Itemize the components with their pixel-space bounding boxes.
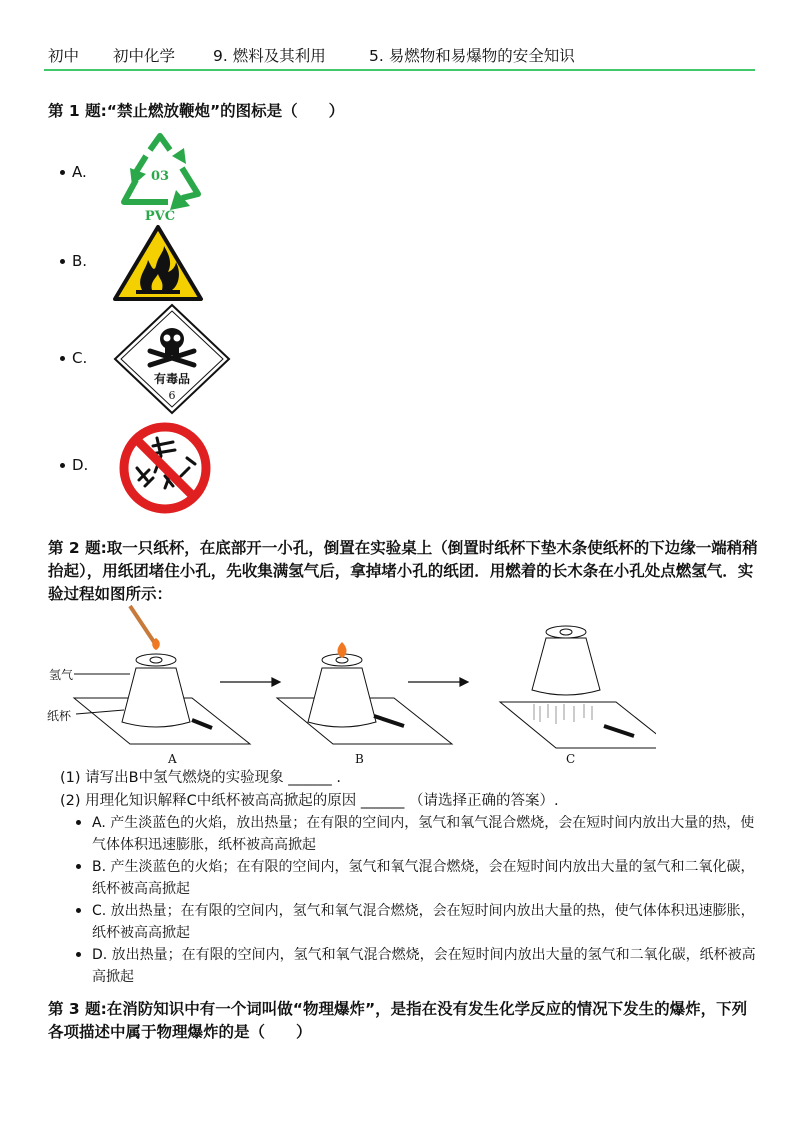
figure-b-label: B — [355, 752, 364, 766]
q2-choice-c[interactable]: C. 放出热量；在有限的空间内，氢气和氧气混合燃烧，会在短时间内放出大量的热，使气体体积迅速膨胀，纸杯被高高掀起 — [76, 900, 756, 944]
toxic-number: 6 — [168, 389, 176, 402]
q2-choice-a[interactable]: A. 产生淡蓝色的火焰，放出热量；在有限的空间内，氢气和氧气混合燃烧，会在短时间内放出大量的热，使气体体积迅速膨胀，纸杯被高高掀起 — [76, 812, 756, 856]
recycle-text: PVC — [144, 209, 176, 223]
option-label: A. — [72, 163, 87, 181]
breadcrumb-section[interactable]: 5. 易燃物和易爆物的安全知识 — [369, 47, 575, 65]
experiment-figure — [44, 598, 656, 770]
paper-cup-label: 纸杯 — [47, 709, 72, 723]
breadcrumb-subject[interactable]: 初中化学 — [113, 47, 176, 65]
recycle-code: 03 — [150, 169, 170, 184]
toxic-text: 有毒品 — [153, 372, 191, 386]
q2-title: 第 2 题:取一只纸杯，在底部开一小孔，倒置在实验桌上（倒置时纸杯下垫木条使纸杯的下边缘一端稍稍抬起），用纸团堵住小孔，先收集满氢气后，拿掉堵小孔的纸团．用燃着的长木条在小孔处点燃氢气．实验过程如图所示： — [48, 539, 758, 603]
figure-c-label: C — [566, 752, 576, 766]
q1-option-b[interactable] — [72, 252, 87, 270]
q3-title: 第 3 题:在消防知识中有一个词叫做“物理爆炸”，是指在没有发生化学反应的情况下发生的爆炸，下列各项描述中属于物理爆炸的是（ ） — [48, 1000, 748, 1041]
figure-a-label: A — [168, 752, 177, 766]
flammable-warning-icon — [112, 224, 204, 302]
header-divider — [44, 69, 755, 71]
q2-choice-b[interactable]: B. 产生淡蓝色的火焰；在有限的空间内，氢气和氧气混合燃烧，会在短时间内放出大量的氢气和二氧化碳，纸杯被高高掀起 — [76, 856, 756, 900]
q2-sub1: (1) 请写出B中氢气燃烧的实验现象 ______ . — [60, 770, 341, 786]
toxic-hazard-icon — [112, 303, 232, 415]
breadcrumb-chapter[interactable]: 9. 燃料及其利用 — [213, 47, 326, 65]
q2-choice-d[interactable]: D. 放出热量；在有限的空间内，氢气和氧气混合燃烧，会在短时间内放出大量的氢气和二氧化碳，纸杯被高高掀起 — [76, 944, 756, 988]
recycle-icon — [110, 128, 210, 223]
q1-option-a[interactable] — [72, 163, 87, 181]
hydrogen-label: 氢气 — [49, 668, 74, 682]
option-label: B. — [72, 252, 88, 270]
breadcrumb-level[interactable]: 初中 — [48, 47, 80, 65]
q1-option-d[interactable] — [72, 456, 88, 474]
q1-option-c[interactable] — [72, 349, 87, 367]
q1-title: 第 1 题:“禁止燃放鞭炮”的图标是（ ） — [48, 102, 345, 120]
option-label: D. — [72, 456, 89, 474]
option-label: C. — [72, 349, 88, 367]
no-firecrackers-icon — [115, 420, 215, 516]
q2-sub2: (2) 用理化知识解释C中纸杯被高高掀起的原因 ______ （请选择正确的答案）. — [60, 793, 559, 809]
